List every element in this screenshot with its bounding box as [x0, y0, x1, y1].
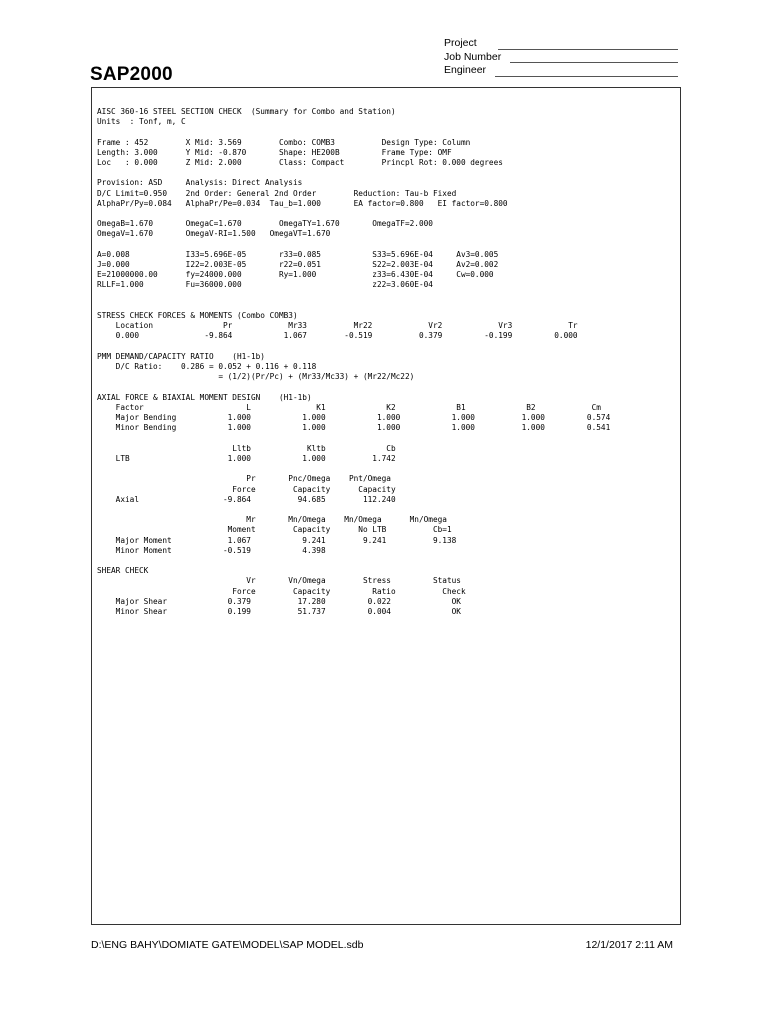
footer-file-path: D:\ENG BAHY\DOMIATE GATE\MODEL\SAP MODEL.sdb — [91, 939, 364, 951]
report-line: Minor Moment -0.519 4.398 — [97, 545, 326, 555]
report-line: AlphaPr/Py=0.084 AlphaPr/Pe=0.034 Tau_b=1.000 EA factor=0.800 EI factor=0.800 — [97, 198, 508, 208]
report-line: Mr Mn/Omega Mn/Omega Mn/Omega — [97, 515, 447, 525]
report-line: Minor Bending 1.000 1.000 1.000 1.000 1.000 0.541 — [97, 423, 611, 433]
engineer-field — [444, 64, 680, 78]
report-line: Frame : 452 X Mid: 3.569 Combo: COMB3 Design Type: Column — [97, 137, 471, 147]
report-line: Major Shear 0.379 17.280 0.022 OK — [97, 596, 461, 606]
report-units: Units : Tonf, m, C — [97, 117, 186, 127]
report-line: OmegaV=1.670 OmegaV-RI=1.500 OmegaVT=1.670 — [97, 229, 331, 239]
report-line: Lltb Kltb Cb — [97, 443, 396, 453]
job-number-underline — [510, 62, 678, 63]
report-line: Moment Capacity No LTB Cb=1 — [97, 525, 452, 535]
report-line: Force Capacity Capacity — [97, 484, 396, 494]
report-title: AISC 360-16 STEEL SECTION CHECK (Summary for Combo and Station) — [97, 107, 396, 116]
engineer-underline — [495, 76, 678, 77]
report-line: Force Capacity Ratio Check — [97, 586, 466, 596]
report-line: 0.000 -9.864 1.067 -0.519 0.379 -0.199 0.000 — [97, 331, 578, 341]
report-line: RLLF=1.000 Fu=36000.000 z22=3.060E-04 — [97, 280, 433, 290]
report-header-fields — [444, 37, 680, 78]
project-field — [444, 37, 680, 51]
report-line: Major Bending 1.000 1.000 1.000 1.000 1.000 0.574 — [97, 413, 611, 423]
report-line: Vr Vn/Omega Stress Status — [97, 576, 461, 586]
report-line: OmegaB=1.670 OmegaC=1.670 OmegaTY=1.670 OmegaTF=2.000 — [97, 219, 433, 229]
steel-check-report — [97, 107, 610, 617]
footer-datetime: 12/1/2017 2:11 AM — [585, 939, 673, 951]
report-line: PMM DEMAND/CAPACITY RATIO (H1-1b) — [97, 351, 265, 361]
report-body — [97, 138, 610, 616]
report-line: AXIAL FORCE & BIAXIAL MOMENT DESIGN (H1-1b) — [97, 392, 312, 402]
report-line: Length: 3.000 Y Mid: -0.870 Shape: HE200B Frame Type: OMF — [97, 147, 452, 157]
report-line: Major Moment 1.067 9.241 9.241 9.138 — [97, 535, 457, 545]
report-line: D/C Limit=0.950 2nd Order: General 2nd Order Reduction: Tau-b Fixed — [97, 188, 457, 198]
report-line: Minor Shear 0.199 51.737 0.004 OK — [97, 606, 461, 616]
project-underline — [498, 49, 678, 50]
report-line: Axial -9.864 94.685 112.240 — [97, 494, 396, 504]
app-title: SAP2000 — [90, 64, 173, 85]
report-line: Loc : 0.000 Z Mid: 2.000 Class: Compact Princpl Rot: 0.000 degrees — [97, 158, 503, 168]
engineer-label: Engineer — [444, 64, 487, 76]
job-number-field — [444, 51, 680, 65]
project-label: Project — [444, 37, 477, 49]
report-line: STRESS CHECK FORCES & MOMENTS (Combo COMB3) — [97, 311, 298, 321]
report-line: D/C Ratio: 0.286 = 0.052 + 0.116 + 0.118 — [97, 362, 317, 372]
report-line: Location Pr Mr33 Mr22 Vr2 Vr3 Tr — [97, 321, 578, 331]
report-line: = (1/2)(Pr/Pc) + (Mr33/Mc33) + (Mr22/Mc22) — [97, 372, 415, 382]
report-line: Provision: ASD Analysis: Direct Analysis — [97, 178, 303, 188]
report-line: Pr Pnc/Omega Pnt/Omega — [97, 474, 391, 484]
report-line: J=0.000 I22=2.003E-05 r22=0.051 S22=2.003E-04 Av2=0.002 — [97, 260, 499, 270]
report-line: A=0.008 I33=5.696E-05 r33=0.085 S33=5.696E-04 Av3=0.005 — [97, 249, 499, 259]
job-number-label: Job Number — [444, 50, 502, 63]
report-line: SHEAR CHECK — [97, 566, 149, 576]
report-line: Factor L K1 K2 B1 B2 Cm — [97, 402, 601, 412]
report-line: E=21000000.00 fy=24000.000 Ry=1.000 z33=6.430E-04 Cw=0.000 — [97, 270, 494, 280]
report-line: LTB 1.000 1.000 1.742 — [97, 453, 396, 463]
